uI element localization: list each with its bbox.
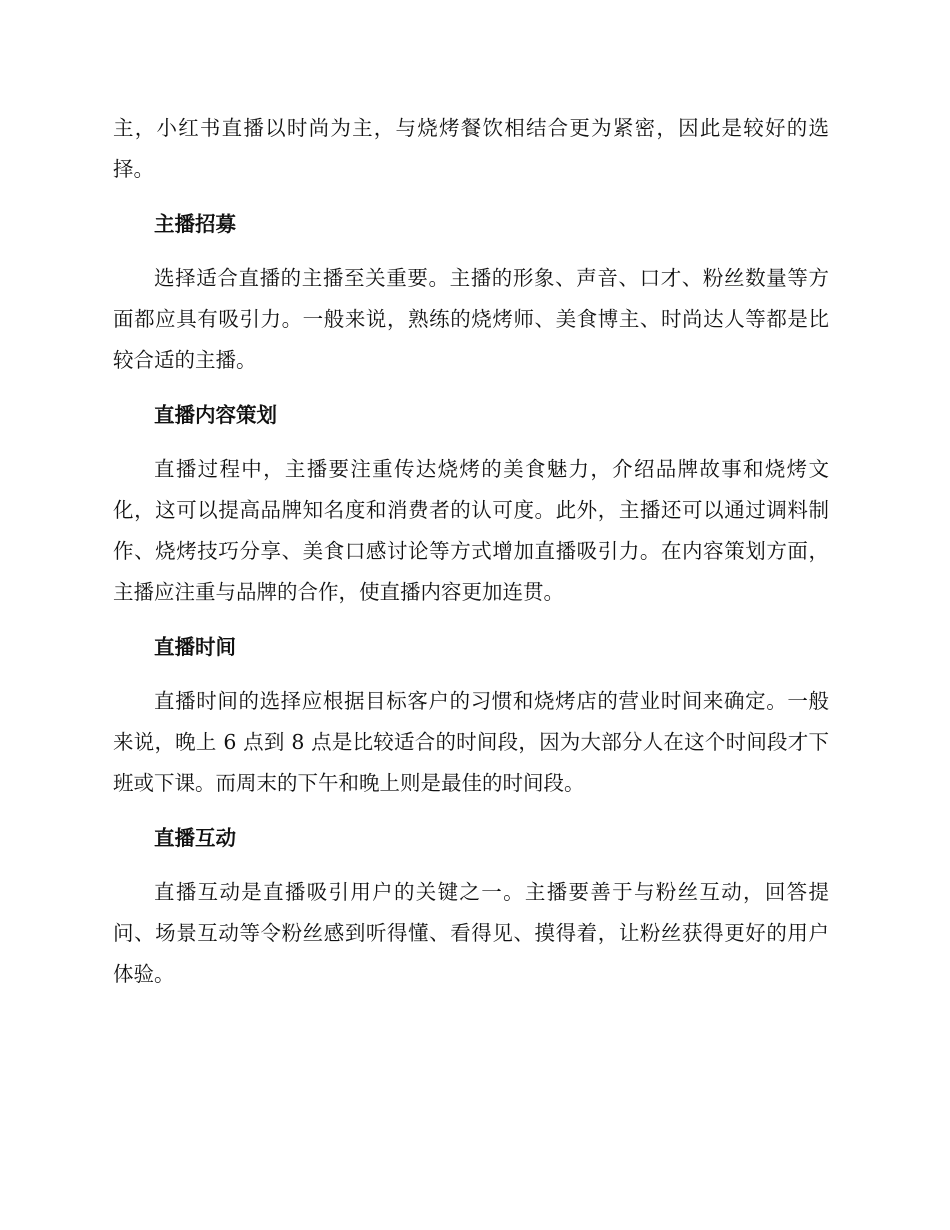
section-stream-time [113, 627, 829, 804]
intro-paragraph: 主，小红书直播以时尚为主，与烧烤餐饮相结合更为紧密，因此是较好的选择。 [113, 116, 829, 181]
section-body: 选择适合直播的主播至关重要。主播的形象、声音、口才、粉丝数量等方面都应具有吸引力。一般来说，熟练的烧烤师、美食博主、时尚达人等都是比较合适的主播。 [113, 266, 829, 372]
section-anchor-recruitment [113, 204, 829, 381]
section-heading: 直播互动 [154, 826, 236, 850]
section-body: 直播过程中，主播要注重传达烧烤的美食魅力，介绍品牌故事和烧烤文化，这可以提高品牌知名度和消费者的认可度。此外，主播还可以通过调料制作、烧烤技巧分享、美食口感讨论等方式增加直播吸引力。在内容策划方面，主播应注重与品牌的合作，使直播内容更加连贯。 [113, 457, 829, 604]
section-heading: 直播时间 [154, 635, 236, 659]
section-body: 直播互动是直播吸引用户的关键之一。主播要善于与粉丝互动，回答提问、场景互动等令粉丝感到听得懂、看得见、摸得着，让粉丝获得更好的用户体验。 [113, 880, 829, 986]
section-content-planning [113, 395, 829, 613]
document-page [113, 108, 829, 995]
section-heading: 直播内容策划 [154, 403, 277, 427]
section-heading: 主播招募 [154, 212, 236, 236]
section-stream-interaction [113, 818, 829, 995]
section-body: 直播时间的选择应根据目标客户的习惯和烧烤店的营业时间来确定。一般来说，晚上 6 点到 8 点是比较适合的时间段，因为大部分人在这个时间段才下班或下课。而周末的下午和晚上则是最佳的时间段。 [113, 689, 829, 795]
